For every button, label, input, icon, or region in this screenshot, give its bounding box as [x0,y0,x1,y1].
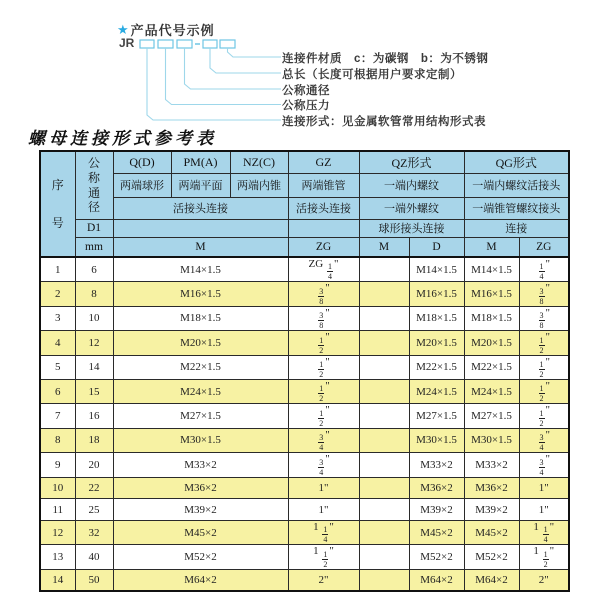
cell-m: M14×1.5 [113,257,288,282]
cell-qg-zg: $\frac{1}{2}$ " [519,331,569,355]
header-m-span: M [113,237,288,257]
cell-mm: 32 [75,520,113,544]
cell-mm: 22 [75,477,113,499]
cell-qz-d: M36×2 [409,477,464,499]
connector-lines [147,48,281,120]
cell-qz-d: M22×1.5 [409,355,464,379]
header-qz-sub2: D [409,237,464,257]
table-row [40,545,569,569]
header-qz-end1: 一端内螺纹 [359,173,464,197]
header-nz-ends: 两端内锥 [230,173,288,197]
cell-m: M27×1.5 [113,404,288,428]
cell-zg: ZG $\frac{1}{4}$ " [288,257,359,282]
cell-qz-d: M52×2 [409,545,464,569]
header-qz-code: QZ形式 [359,151,464,173]
cell-qg-zg: $\frac{1}{4}$ " [519,257,569,282]
cell-qz-d: M64×2 [409,569,464,591]
cell-mm: 18 [75,428,113,452]
cell-mm: 6 [75,257,113,282]
cell-zg: $\frac{3}{4}$ " [288,453,359,477]
cell-m: M30×1.5 [113,428,288,452]
cell-no: 4 [40,331,75,355]
cell-qz-d: M24×1.5 [409,379,464,403]
cell-qg-m: M18×1.5 [464,306,519,330]
cell-no: 7 [40,404,75,428]
product-code-prefix: JR [119,36,135,50]
cell-qz-m [359,306,409,330]
cell-m: M39×2 [113,499,288,521]
table-body [40,257,569,591]
product-code-title-text: 产品代号示例 [130,23,215,38]
cell-qg-zg: $\frac{3}{8}$ " [519,306,569,330]
cell-zg: $\frac{3}{8}$ " [288,306,359,330]
cell-no: 14 [40,569,75,591]
header-gz-code: GZ [288,151,359,173]
header-qg-code: QG形式 [464,151,569,173]
table-row [40,282,569,306]
cell-qg-zg: $\frac{1}{2}$ " [519,404,569,428]
label-total-length: 总长（长度可根据用户要求定制） [282,69,462,81]
label-connection-type: 连接形式：见金属软管常用结构形式表 [282,116,486,128]
table-row [40,499,569,521]
label-nominal-diameter: 公称通径 [282,85,330,97]
cell-qz-m [359,545,409,569]
cell-no: 1 [40,257,75,282]
cell-qg-zg: $\frac{1}{2}$ " [519,355,569,379]
cell-zg: 1 $\frac{1}{4}$ " [288,520,359,544]
label-nominal-pressure: 公称压力 [282,100,330,112]
cell-mm: 14 [75,355,113,379]
code-box-3 [177,40,192,48]
cell-qg-m: M45×2 [464,520,519,544]
table-row [40,404,569,428]
header-q-code: Q(D) [113,151,171,173]
header-nominal-text: 公 称 通 径 [87,156,100,215]
label-connector-material: 连接件材质 c：为碳钢 b：为不锈钢 [282,53,489,65]
cell-qz-d: M20×1.5 [409,331,464,355]
cell-qg-zg: 2" [519,569,569,591]
cell-m: M20×1.5 [113,331,288,355]
cell-mm: 40 [75,545,113,569]
cell-no: 3 [40,306,75,330]
table-row [40,257,569,282]
header-d1: D1 [75,219,113,237]
cell-qg-zg: 1" [519,477,569,499]
cell-qz-m [359,520,409,544]
cell-qg-zg: $\frac{3}{4}$ " [519,428,569,452]
cell-zg: 2" [288,569,359,591]
cell-no: 9 [40,453,75,477]
cell-qz-m [359,257,409,282]
cell-zg: $\frac{3}{4}$ " [288,428,359,452]
cell-qg-m: M33×2 [464,453,519,477]
cell-m: M64×2 [113,569,288,591]
cell-mm: 25 [75,499,113,521]
table-row [40,453,569,477]
cell-no: 6 [40,379,75,403]
cell-mm: 10 [75,306,113,330]
table-row [40,306,569,330]
cell-no: 10 [40,477,75,499]
cell-qg-zg: $\frac{3}{8}$ " [519,282,569,306]
code-box-5 [220,40,235,48]
cell-zg: $\frac{1}{2}$ " [288,331,359,355]
cell-m: M45×2 [113,520,288,544]
cell-no: 12 [40,520,75,544]
cell-qg-m: M20×1.5 [464,331,519,355]
cell-qz-d: M33×2 [409,453,464,477]
table-row [40,477,569,499]
cell-zg: $\frac{1}{2}$ " [288,404,359,428]
cell-mm: 20 [75,453,113,477]
cell-qg-zg: 1" [519,499,569,521]
cell-m: M52×2 [113,545,288,569]
header-qg-end1: 一端内螺纹活接头 [464,173,569,197]
cell-m: M24×1.5 [113,379,288,403]
header-pm-code: PM(A) [171,151,230,173]
cell-no: 11 [40,499,75,521]
table-row [40,331,569,355]
table-row [40,520,569,544]
code-box-2 [158,40,173,48]
header-empty-gz [288,219,359,237]
cell-qz-m [359,404,409,428]
cell-no: 5 [40,355,75,379]
cell-qg-zg: 1 $\frac{1}{4}$ " [519,520,569,544]
nut-connection-reference-table [39,150,570,592]
cell-mm: 8 [75,282,113,306]
cell-m: M33×2 [113,453,288,477]
cell-qg-zg: $\frac{3}{4}$ " [519,453,569,477]
header-nominal-diameter [75,151,113,219]
star-icon: ★ [117,21,130,37]
header-seq-text: 序 号 [51,178,64,230]
header-gz-connection: 活接头连接 [288,197,359,219]
cell-qz-d: M39×2 [409,499,464,521]
cell-qg-m: M14×1.5 [464,257,519,282]
cell-qg-m: M16×1.5 [464,282,519,306]
table-row [40,379,569,403]
cell-qg-m: M36×2 [464,477,519,499]
header-qz-connection: 球形接头连接 [359,219,464,237]
code-box-1 [140,40,154,48]
header-empty-left [113,219,288,237]
cell-mm: 16 [75,404,113,428]
cell-zg: 1" [288,477,359,499]
cell-qz-d: M14×1.5 [409,257,464,282]
cell-qg-m: M27×1.5 [464,404,519,428]
header-pm-ends: 两端平面 [171,173,230,197]
cell-qg-zg: 1 $\frac{1}{2}$ " [519,545,569,569]
header-nz-code: NZ(C) [230,151,288,173]
cell-qz-m [359,355,409,379]
cell-qz-d: M45×2 [409,520,464,544]
header-qg-end2: 一端锥管螺纹接头 [464,197,569,219]
code-boxes [140,40,235,48]
cell-qz-d: M30×1.5 [409,428,464,452]
cell-zg: 1" [288,499,359,521]
code-box-4 [203,40,217,48]
header-q-ends: 两端球形 [113,173,171,197]
header-qz-end2: 一端外螺纹 [359,197,464,219]
cell-qz-d: M18×1.5 [409,306,464,330]
cell-zg: $\frac{1}{2}$ " [288,379,359,403]
cell-no: 13 [40,545,75,569]
cell-qg-m: M52×2 [464,545,519,569]
header-qg-sub1: M [464,237,519,257]
header-mm: mm [75,237,113,257]
cell-m: M36×2 [113,477,288,499]
cell-qg-m: M39×2 [464,499,519,521]
cell-mm: 50 [75,569,113,591]
cell-mm: 12 [75,331,113,355]
cell-qg-zg: $\frac{1}{2}$ " [519,379,569,403]
cell-qz-d: M27×1.5 [409,404,464,428]
cell-qg-m: M64×2 [464,569,519,591]
cell-m: M16×1.5 [113,282,288,306]
cell-qz-m [359,499,409,521]
cell-qz-m [359,379,409,403]
cell-m: M22×1.5 [113,355,288,379]
product-code-diagram [100,36,282,128]
cell-no: 8 [40,428,75,452]
cell-no: 2 [40,282,75,306]
header-qg-connection: 连接 [464,219,569,237]
header-qz-sub1: M [359,237,409,257]
cell-zg: 1 $\frac{1}{2}$ " [288,545,359,569]
header-left-connection: 活接头连接 [113,197,288,219]
cell-zg: $\frac{3}{8}$ " [288,282,359,306]
header-gz-ends: 两端锥管 [288,173,359,197]
cell-qz-d: M16×1.5 [409,282,464,306]
table-row [40,569,569,591]
cell-qg-m: M24×1.5 [464,379,519,403]
cell-qz-m [359,428,409,452]
header-gz-sub: ZG [288,237,359,257]
cell-zg: $\frac{1}{2}$ " [288,355,359,379]
cell-m: M18×1.5 [113,306,288,330]
cell-qz-m [359,477,409,499]
cell-qz-m [359,282,409,306]
table-title: 螺母连接形式参考表 [28,129,217,148]
cell-qz-m [359,453,409,477]
header-qg-sub2: ZG [519,237,569,257]
header-seq [40,151,75,257]
table-row [40,355,569,379]
cell-qg-m: M30×1.5 [464,428,519,452]
table-row [40,428,569,452]
cell-qz-m [359,331,409,355]
cell-qg-m: M22×1.5 [464,355,519,379]
cell-qz-m [359,569,409,591]
cell-mm: 15 [75,379,113,403]
